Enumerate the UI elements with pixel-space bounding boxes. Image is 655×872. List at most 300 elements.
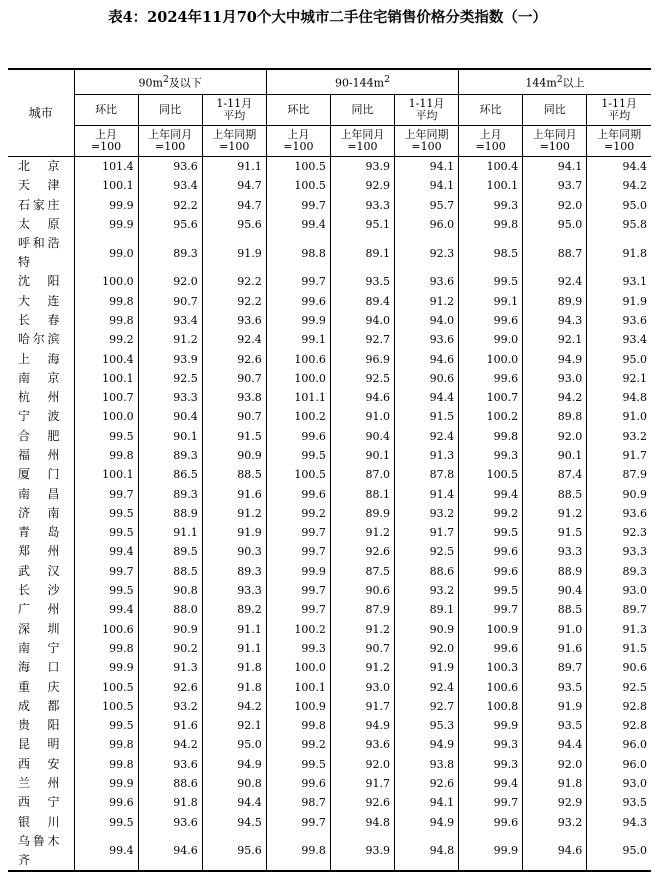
metric-header-mom: 环比 bbox=[459, 95, 523, 126]
city-name: 兰州 bbox=[18, 776, 60, 791]
index-value: 100.9 bbox=[459, 620, 523, 639]
index-value: 88.9 bbox=[138, 504, 202, 523]
city-name: 沈阳 bbox=[18, 274, 60, 289]
index-value: 93.5 bbox=[330, 272, 394, 291]
index-value: 99.6 bbox=[459, 542, 523, 561]
index-value: 94.2 bbox=[523, 388, 587, 407]
index-value: 95.6 bbox=[138, 215, 202, 234]
index-value: 87.5 bbox=[330, 562, 394, 581]
table-row bbox=[8, 234, 651, 272]
group-header-small: $90m^2$及以下 bbox=[74, 69, 266, 95]
index-value: 94.9 bbox=[202, 755, 266, 774]
index-value: 99.6 bbox=[459, 369, 523, 388]
index-value: 88.1 bbox=[330, 484, 394, 503]
index-value: 94.6 bbox=[330, 388, 394, 407]
index-value: 100.6 bbox=[74, 620, 138, 639]
table-row bbox=[8, 813, 651, 832]
index-value: 90.9 bbox=[394, 620, 458, 639]
index-value: 90.2 bbox=[138, 639, 202, 658]
city-name: 广州 bbox=[18, 602, 60, 617]
table-row bbox=[8, 793, 651, 812]
table-row bbox=[8, 658, 651, 677]
table-row bbox=[8, 523, 651, 542]
city-name: 上海 bbox=[18, 351, 60, 366]
index-value: 89.3 bbox=[138, 234, 202, 272]
table-row bbox=[8, 677, 651, 696]
index-value: 100.9 bbox=[266, 697, 330, 716]
index-value: 91.7 bbox=[587, 446, 651, 465]
index-value: 88.5 bbox=[138, 562, 202, 581]
index-value: 99.4 bbox=[74, 832, 138, 871]
city-name: 合肥 bbox=[18, 428, 60, 443]
index-value: 93.6 bbox=[394, 330, 458, 349]
index-value: 88.9 bbox=[523, 562, 587, 581]
index-value: 92.8 bbox=[587, 697, 651, 716]
table-row bbox=[8, 484, 651, 503]
index-value: 99.8 bbox=[74, 291, 138, 310]
table-row bbox=[8, 330, 651, 349]
index-value: 88.5 bbox=[202, 465, 266, 484]
index-value: 88.5 bbox=[523, 484, 587, 503]
index-value: 92.8 bbox=[587, 716, 651, 735]
index-value: 100.0 bbox=[266, 658, 330, 677]
index-value: 89.7 bbox=[587, 600, 651, 619]
index-value: 99.7 bbox=[266, 813, 330, 832]
index-value: 99.8 bbox=[266, 716, 330, 735]
index-value: 92.6 bbox=[202, 349, 266, 368]
index-value: 93.6 bbox=[202, 311, 266, 330]
index-value: 99.2 bbox=[266, 504, 330, 523]
city-name: 西宁 bbox=[18, 795, 60, 810]
metric-header-ytd-avg: 1-11月 平均 bbox=[202, 95, 266, 126]
metric-header-mom: 环比 bbox=[74, 95, 138, 126]
index-value: 99.5 bbox=[266, 446, 330, 465]
base-period-header: 上年同期 =100 bbox=[202, 126, 266, 157]
table-row bbox=[8, 832, 651, 871]
index-value: 90.8 bbox=[202, 774, 266, 793]
index-value: 99.4 bbox=[74, 600, 138, 619]
index-value: 90.9 bbox=[138, 620, 202, 639]
index-value: 98.8 bbox=[266, 234, 330, 272]
city-name: 西安 bbox=[18, 756, 60, 771]
index-value: 99.9 bbox=[74, 774, 138, 793]
index-value: 87.0 bbox=[330, 465, 394, 484]
index-value: 96.0 bbox=[587, 755, 651, 774]
table-row bbox=[8, 735, 651, 754]
index-value: 91.9 bbox=[394, 658, 458, 677]
index-value: 93.5 bbox=[587, 793, 651, 812]
index-value: 90.4 bbox=[523, 581, 587, 600]
index-value: 101.1 bbox=[266, 388, 330, 407]
table-row bbox=[8, 427, 651, 446]
index-value: 99.8 bbox=[459, 427, 523, 446]
index-value: 93.0 bbox=[587, 774, 651, 793]
index-value: 93.9 bbox=[330, 157, 394, 177]
index-value: 93.6 bbox=[138, 157, 202, 177]
table-row bbox=[8, 291, 651, 310]
index-value: 99.4 bbox=[459, 484, 523, 503]
city-name: 哈尔滨 bbox=[18, 332, 60, 347]
index-value: 99.1 bbox=[459, 291, 523, 310]
index-value: 90.4 bbox=[330, 427, 394, 446]
index-value: 98.5 bbox=[459, 234, 523, 272]
index-value: 100.5 bbox=[266, 465, 330, 484]
index-value: 99.5 bbox=[459, 523, 523, 542]
index-value: 99.8 bbox=[266, 832, 330, 871]
index-value: 91.5 bbox=[523, 523, 587, 542]
base-period-header: 上年同期 =100 bbox=[394, 126, 458, 157]
index-value: 100.6 bbox=[459, 677, 523, 696]
index-value: 91.8 bbox=[523, 774, 587, 793]
index-value: 93.3 bbox=[138, 388, 202, 407]
index-value: 100.1 bbox=[74, 465, 138, 484]
index-value: 91.2 bbox=[523, 504, 587, 523]
table-row bbox=[8, 620, 651, 639]
index-value: 93.6 bbox=[138, 813, 202, 832]
index-value: 92.9 bbox=[523, 793, 587, 812]
index-value: 100.5 bbox=[74, 677, 138, 696]
index-value: 94.0 bbox=[394, 311, 458, 330]
base-period-header: 上月 =100 bbox=[266, 126, 330, 157]
table-title: 表4：2024年11月70个大中城市二手住宅销售价格分类指数（一） bbox=[108, 9, 547, 26]
index-value: 88.6 bbox=[138, 774, 202, 793]
index-value: 99.6 bbox=[74, 793, 138, 812]
index-value: 99.9 bbox=[459, 716, 523, 735]
index-value: 90.9 bbox=[202, 446, 266, 465]
index-value: 96.0 bbox=[394, 215, 458, 234]
city-name: 济南 bbox=[18, 505, 60, 520]
base-period-header: 上年同月 =100 bbox=[523, 126, 587, 157]
index-value: 99.8 bbox=[459, 215, 523, 234]
index-value: 91.8 bbox=[138, 793, 202, 812]
index-value: 99.5 bbox=[459, 581, 523, 600]
index-value: 95.3 bbox=[394, 716, 458, 735]
index-value: 99.3 bbox=[459, 196, 523, 215]
index-value: 93.9 bbox=[138, 349, 202, 368]
index-value: 94.2 bbox=[138, 735, 202, 754]
index-value: 92.4 bbox=[523, 272, 587, 291]
index-value: 99.3 bbox=[459, 735, 523, 754]
index-value: 99.9 bbox=[74, 658, 138, 677]
index-value: 94.1 bbox=[523, 157, 587, 177]
table-row bbox=[8, 697, 651, 716]
index-value: 94.0 bbox=[330, 311, 394, 330]
metric-header-yoy: 同比 bbox=[138, 95, 202, 126]
index-value: 92.2 bbox=[202, 272, 266, 291]
index-value: 93.4 bbox=[138, 176, 202, 195]
index-value: 91.0 bbox=[330, 407, 394, 426]
table-row bbox=[8, 446, 651, 465]
city-name: 呼和浩特 bbox=[18, 236, 60, 270]
index-value: 91.6 bbox=[202, 484, 266, 503]
index-value: 95.0 bbox=[202, 735, 266, 754]
city-name: 福州 bbox=[18, 448, 60, 462]
index-value: 92.1 bbox=[202, 716, 266, 735]
index-value: 99.5 bbox=[74, 504, 138, 523]
index-value: 91.9 bbox=[587, 291, 651, 310]
index-value: 101.4 bbox=[74, 157, 138, 177]
index-value: 91.4 bbox=[394, 484, 458, 503]
index-value: 93.7 bbox=[523, 176, 587, 195]
index-value: 93.0 bbox=[523, 369, 587, 388]
index-value: 90.7 bbox=[330, 639, 394, 658]
index-value: 100.2 bbox=[266, 407, 330, 426]
metric-header-ytd-avg: 1-11月 平均 bbox=[394, 95, 458, 126]
index-value: 91.2 bbox=[330, 620, 394, 639]
index-value: 99.7 bbox=[74, 484, 138, 503]
index-value: 94.2 bbox=[587, 176, 651, 195]
index-value: 95.6 bbox=[202, 215, 266, 234]
index-value: 99.1 bbox=[266, 330, 330, 349]
index-value: 99.8 bbox=[74, 755, 138, 774]
metric-header-yoy: 同比 bbox=[523, 95, 587, 126]
index-value: 92.3 bbox=[587, 523, 651, 542]
index-value: 92.7 bbox=[394, 697, 458, 716]
index-value: 91.3 bbox=[138, 658, 202, 677]
index-value: 94.4 bbox=[394, 388, 458, 407]
index-value: 99.6 bbox=[459, 311, 523, 330]
index-value: 99.2 bbox=[74, 330, 138, 349]
index-value: 99.8 bbox=[74, 735, 138, 754]
index-value: 92.3 bbox=[394, 234, 458, 272]
index-value: 93.6 bbox=[394, 272, 458, 291]
index-value: 100.5 bbox=[266, 157, 330, 177]
index-value: 98.7 bbox=[266, 793, 330, 812]
index-value: 99.5 bbox=[266, 755, 330, 774]
index-value: 92.0 bbox=[523, 196, 587, 215]
index-value: 99.3 bbox=[266, 639, 330, 658]
index-value: 88.0 bbox=[138, 600, 202, 619]
index-value: 91.9 bbox=[523, 697, 587, 716]
index-value: 100.1 bbox=[74, 176, 138, 195]
city-name: 长沙 bbox=[18, 583, 60, 598]
index-value: 92.0 bbox=[138, 272, 202, 291]
index-value: 90.9 bbox=[587, 484, 651, 503]
index-value: 92.4 bbox=[202, 330, 266, 349]
price-index-table bbox=[8, 68, 651, 872]
base-period-header: 上年同期 =100 bbox=[587, 126, 651, 157]
index-value: 89.4 bbox=[330, 291, 394, 310]
table-row bbox=[8, 157, 651, 177]
index-value: 100.5 bbox=[459, 465, 523, 484]
index-value: 94.8 bbox=[587, 388, 651, 407]
index-value: 91.8 bbox=[202, 677, 266, 696]
city-name: 北京 bbox=[18, 159, 60, 174]
table-row bbox=[8, 388, 651, 407]
index-value: 93.6 bbox=[330, 735, 394, 754]
index-value: 91.7 bbox=[330, 697, 394, 716]
index-value: 93.3 bbox=[523, 542, 587, 561]
index-value: 99.9 bbox=[266, 562, 330, 581]
index-value: 89.1 bbox=[330, 234, 394, 272]
index-value: 92.5 bbox=[138, 369, 202, 388]
metric-header-yoy: 同比 bbox=[330, 95, 394, 126]
index-value: 91.5 bbox=[394, 407, 458, 426]
city-name: 青岛 bbox=[18, 525, 60, 540]
index-value: 100.5 bbox=[74, 697, 138, 716]
index-value: 86.5 bbox=[138, 465, 202, 484]
index-value: 100.4 bbox=[459, 157, 523, 177]
index-value: 99.7 bbox=[74, 562, 138, 581]
index-value: 91.7 bbox=[330, 774, 394, 793]
index-value: 92.4 bbox=[394, 677, 458, 696]
index-value: 93.6 bbox=[138, 755, 202, 774]
index-value: 99.7 bbox=[459, 600, 523, 619]
index-value: 99.6 bbox=[459, 562, 523, 581]
index-value: 91.0 bbox=[587, 407, 651, 426]
city-name: 成都 bbox=[18, 698, 60, 713]
index-value: 91.1 bbox=[202, 639, 266, 658]
index-value: 99.0 bbox=[74, 234, 138, 272]
index-value: 96.9 bbox=[330, 349, 394, 368]
index-value: 93.4 bbox=[138, 311, 202, 330]
index-value: 89.3 bbox=[138, 446, 202, 465]
index-value: 90.7 bbox=[202, 407, 266, 426]
index-value: 92.5 bbox=[587, 677, 651, 696]
city-name: 重庆 bbox=[18, 679, 60, 694]
index-value: 91.6 bbox=[523, 639, 587, 658]
table-row bbox=[8, 639, 651, 658]
index-value: 99.9 bbox=[74, 196, 138, 215]
index-value: 93.8 bbox=[394, 755, 458, 774]
index-value: 93.3 bbox=[330, 196, 394, 215]
index-value: 92.6 bbox=[330, 793, 394, 812]
index-value: 90.8 bbox=[138, 581, 202, 600]
index-value: 100.0 bbox=[266, 369, 330, 388]
index-value: 99.3 bbox=[459, 446, 523, 465]
index-value: 90.6 bbox=[330, 581, 394, 600]
index-value: 93.5 bbox=[523, 677, 587, 696]
index-value: 90.7 bbox=[138, 291, 202, 310]
table-row bbox=[8, 196, 651, 215]
table-row bbox=[8, 774, 651, 793]
index-value: 95.7 bbox=[394, 196, 458, 215]
table-row bbox=[8, 407, 651, 426]
index-value: 100.2 bbox=[266, 620, 330, 639]
index-value: 99.9 bbox=[459, 832, 523, 871]
index-value: 94.1 bbox=[394, 176, 458, 195]
city-name: 海口 bbox=[18, 660, 60, 675]
index-value: 99.5 bbox=[459, 272, 523, 291]
index-value: 93.2 bbox=[394, 504, 458, 523]
index-value: 92.2 bbox=[138, 196, 202, 215]
index-value: 91.0 bbox=[523, 620, 587, 639]
index-value: 99.2 bbox=[459, 504, 523, 523]
index-value: 93.1 bbox=[587, 272, 651, 291]
index-value: 93.5 bbox=[523, 716, 587, 735]
index-value: 89.3 bbox=[202, 562, 266, 581]
index-value: 93.2 bbox=[523, 813, 587, 832]
index-value: 92.1 bbox=[587, 369, 651, 388]
index-value: 89.3 bbox=[138, 484, 202, 503]
index-value: 92.7 bbox=[330, 330, 394, 349]
index-value: 91.5 bbox=[202, 427, 266, 446]
index-value: 100.7 bbox=[459, 388, 523, 407]
table-row bbox=[8, 465, 651, 484]
table-row bbox=[8, 716, 651, 735]
index-value: 93.2 bbox=[394, 581, 458, 600]
index-value: 91.2 bbox=[202, 504, 266, 523]
index-value: 100.0 bbox=[459, 349, 523, 368]
index-value: 100.5 bbox=[266, 176, 330, 195]
index-value: 99.7 bbox=[266, 542, 330, 561]
index-value: 87.9 bbox=[330, 600, 394, 619]
index-value: 90.1 bbox=[330, 446, 394, 465]
index-value: 100.1 bbox=[459, 176, 523, 195]
city-name: 天津 bbox=[18, 178, 60, 193]
index-value: 90.1 bbox=[138, 427, 202, 446]
group-header-medium: $90-144m^2$ bbox=[266, 69, 458, 95]
index-value: 99.9 bbox=[266, 311, 330, 330]
base-period-header: 上月 =100 bbox=[459, 126, 523, 157]
index-value: 99.5 bbox=[74, 523, 138, 542]
index-value: 91.2 bbox=[330, 523, 394, 542]
index-value: 100.3 bbox=[459, 658, 523, 677]
index-value: 89.1 bbox=[394, 600, 458, 619]
index-value: 93.0 bbox=[330, 677, 394, 696]
index-value: 90.3 bbox=[202, 542, 266, 561]
index-value: 99.5 bbox=[74, 716, 138, 735]
index-value: 96.0 bbox=[587, 735, 651, 754]
city-name: 宁波 bbox=[18, 409, 60, 424]
index-value: 91.3 bbox=[394, 446, 458, 465]
group-header-large: $144m^2$以上 bbox=[459, 69, 651, 95]
base-period-header: 上年同月 =100 bbox=[138, 126, 202, 157]
index-value: 89.5 bbox=[138, 542, 202, 561]
index-value: 94.6 bbox=[394, 349, 458, 368]
index-value: 89.9 bbox=[330, 504, 394, 523]
index-value: 100.1 bbox=[266, 677, 330, 696]
index-value: 95.8 bbox=[587, 215, 651, 234]
index-value: 89.7 bbox=[523, 658, 587, 677]
index-value: 99.5 bbox=[74, 813, 138, 832]
index-value: 91.9 bbox=[202, 234, 266, 272]
table-row bbox=[8, 600, 651, 619]
index-value: 99.4 bbox=[266, 215, 330, 234]
index-value: 99.8 bbox=[74, 311, 138, 330]
city-name: 乌鲁木齐 bbox=[8, 832, 74, 871]
index-value: 99.7 bbox=[266, 581, 330, 600]
index-value: 91.3 bbox=[587, 620, 651, 639]
index-value: 99.6 bbox=[266, 774, 330, 793]
table-row bbox=[8, 349, 651, 368]
index-value: 91.8 bbox=[202, 658, 266, 677]
city-column-header: 城市 bbox=[8, 69, 74, 157]
index-value: 93.8 bbox=[202, 388, 266, 407]
index-value: 95.0 bbox=[587, 832, 651, 871]
index-value: 100.7 bbox=[74, 388, 138, 407]
index-value: 91.8 bbox=[587, 234, 651, 272]
index-value: 94.9 bbox=[394, 813, 458, 832]
index-value: 94.7 bbox=[202, 176, 266, 195]
index-value: 94.8 bbox=[394, 832, 458, 871]
index-value: 99.6 bbox=[266, 484, 330, 503]
city-name: 大连 bbox=[18, 293, 60, 308]
index-value: 91.9 bbox=[202, 523, 266, 542]
city-name: 杭州 bbox=[18, 390, 60, 405]
index-value: 89.3 bbox=[587, 562, 651, 581]
table-row bbox=[8, 215, 651, 234]
index-value: 89.9 bbox=[523, 291, 587, 310]
index-value: 100.2 bbox=[459, 407, 523, 426]
index-value: 90.6 bbox=[587, 658, 651, 677]
city-name: 贵阳 bbox=[18, 718, 60, 733]
index-value: 94.4 bbox=[202, 793, 266, 812]
table-row bbox=[8, 311, 651, 330]
index-value: 91.1 bbox=[202, 620, 266, 639]
city-name: 南宁 bbox=[18, 640, 60, 655]
index-value: 87.9 bbox=[587, 465, 651, 484]
